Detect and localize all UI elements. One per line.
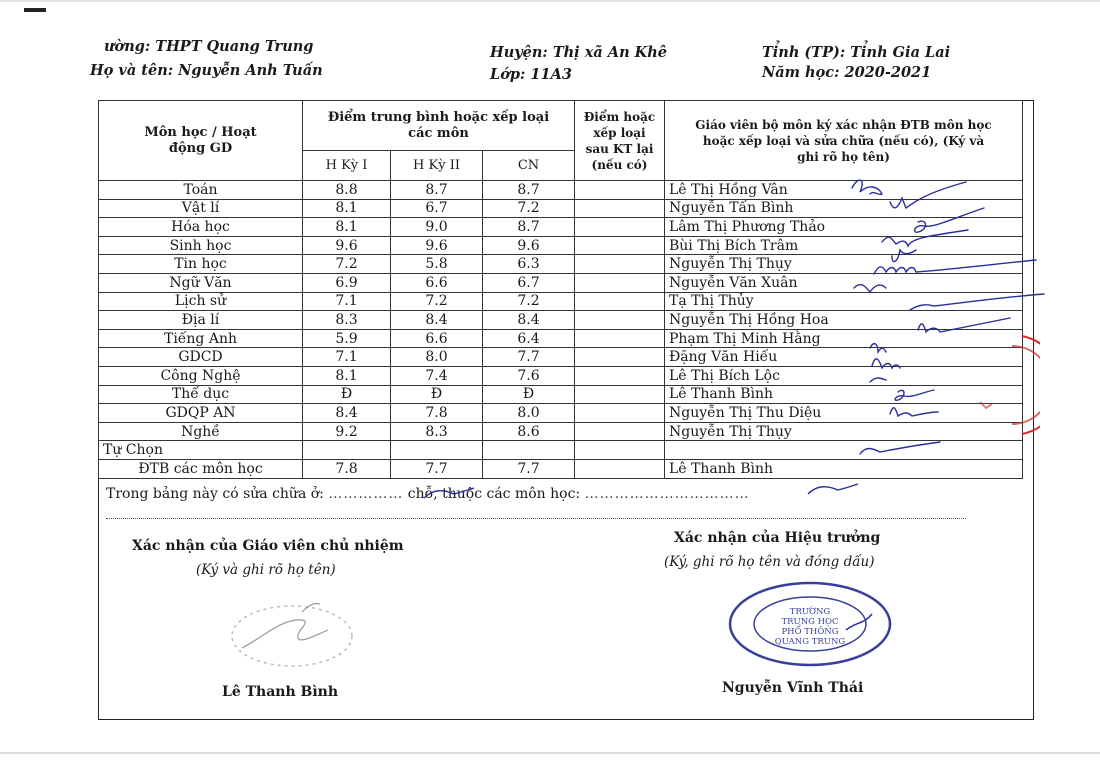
teacher-cell: Nguyễn Thị Thụy [665,255,1023,274]
subject-cell: GDCD [99,348,303,367]
hk1-cell: 5.9 [303,329,391,348]
hk2-cell: 7.8 [391,404,483,423]
gpa-cn: 7.7 [483,459,575,478]
retest-cell [575,255,665,274]
signature-8 [910,294,1044,310]
cn-cell: 7.6 [483,366,575,385]
cn-cell: 8.7 [483,181,575,200]
signature-13 [895,390,934,400]
note-mid: chỗ, thuộc các môn học: [407,486,581,502]
hk1-cell: 7.1 [303,348,391,367]
stamp-line-1: TRƯỜNG [789,607,831,617]
teacher-cell: Lê Thị Hồng Vân [665,181,1023,200]
retest-cell [575,329,665,348]
teacher-cell: Đặng Văn Hiếu [665,348,1023,367]
cell [483,441,575,460]
cell [391,441,483,460]
header-hk1: H Kỳ I [303,151,391,181]
subject-cell: Vật lí [99,199,303,218]
hk2-cell: 7.4 [391,366,483,385]
teacher-cell: Lê Thanh Bình [665,385,1023,404]
signature-6 [874,260,1036,274]
cn-cell: 8.0 [483,404,575,423]
teacher-cell: Phạm Thị Minh Hằng [665,329,1023,348]
teacher-cell: Nguyễn Thị Hồng Hoa [665,311,1023,330]
retest-cell [575,385,665,404]
header-teacher: Giáo viên bộ môn ký xác nhận ĐTB môn học hoặc xếp loại và sửa chữa (nếu có), (Ký và ghi rõ họ tên) [665,101,1023,181]
hk2-cell: 8.4 [391,311,483,330]
homeroom-signature [222,596,392,676]
header-cn: CN [483,151,575,181]
hk2-cell: 8.7 [391,181,483,200]
hk1-cell: 9.2 [303,422,391,441]
retest-cell [575,422,665,441]
teacher-cell: Nguyễn Thị Thu Diệu [665,404,1023,423]
school-stamp-icon [726,580,896,670]
teacher-cell: Nguyễn Tấn Bình [665,199,1023,218]
retest-cell [575,273,665,292]
cn-cell: 6.7 [483,273,575,292]
cn-cell: Đ [483,385,575,404]
gpa-label: ĐTB các môn học [99,459,303,478]
teacher-cell: Nguyễn Thị Thụy [665,422,1023,441]
gpa-teacher: Lê Thanh Bình [665,459,1023,478]
signature-10 [870,344,886,352]
subject-cell: Công Nghệ [99,366,303,385]
header-hk2: H Kỳ II [391,151,483,181]
hk1-cell: 7.2 [303,255,391,274]
subject-cell: Tiếng Anh [99,329,303,348]
hk1-cell: 8.1 [303,366,391,385]
cn-cell: 8.6 [483,422,575,441]
note-scribble-1 [420,484,480,504]
gpa-hk2: 7.7 [391,459,483,478]
signature-14 [890,408,938,416]
class-name: Lớp: 11A3 [490,66,572,83]
teacher-cell: Lâm Thị Phương Thảo [665,218,1023,237]
signature-2 [890,182,966,208]
cn-cell: 6.3 [483,255,575,274]
hk1-cell: 9.6 [303,236,391,255]
note-scribble-2 [804,480,864,500]
district: Huyện: Thị xã An Khê [490,44,668,61]
signature-5 [892,250,916,262]
cn-cell: 7.2 [483,199,575,218]
principal-confirm-sub: (Ký, ghi rõ họ tên và đóng dấu) [664,554,875,570]
hk2-cell: Đ [391,385,483,404]
hk2-cell: 7.2 [391,292,483,311]
header-retest: Điểm hoặc xếp loại sau KT lại (nếu có) [575,101,665,181]
signature-7 [854,285,886,292]
subject-cell: Tin học [99,255,303,274]
hk2-cell: 6.6 [391,273,483,292]
signature-12 [870,378,886,382]
stamp-line-4: QUANG TRUNG [774,637,846,647]
header-subject: Môn học / Hoạt động GD [99,101,303,181]
hk1-cell: 7.1 [303,292,391,311]
signature-11 [872,359,900,368]
retest-cell [575,311,665,330]
school-year: Năm học: 2020-2021 [762,64,932,81]
gpa-retest [575,459,665,478]
note-prefix: Trong bảng này có sửa chữa ở: [106,486,324,502]
red-seal-icon [960,330,1040,440]
homeroom-confirm-title: Xác nhận của Giáo viên chủ nhiệm [132,538,404,554]
retest-cell [575,181,665,200]
school-name: ường: THPT Quang Trung [104,38,314,55]
hk1-cell: Đ [303,385,391,404]
scan-mark [24,8,46,12]
subject-cell: Toán [99,181,303,200]
province: Tỉnh (TP): Tỉnh Gia Lai [762,44,951,61]
signature-gpa [860,442,940,454]
hk1-cell: 8.1 [303,218,391,237]
hk2-cell: 9.6 [391,236,483,255]
hk1-cell: 8.1 [303,199,391,218]
cn-cell: 7.2 [483,292,575,311]
hk2-cell: 9.0 [391,218,483,237]
cn-cell: 7.7 [483,348,575,367]
subject-cell: Nghề [99,422,303,441]
homeroom-teacher-name: Lê Thanh Bình [222,684,339,700]
principal-confirm-title: Xác nhận của Hiệu trưởng [674,530,881,546]
stamp-line-3: PHỔ THÔNG [781,627,839,637]
teacher-cell: Bùi Thị Bích Trâm [665,236,1023,255]
cell [303,441,391,460]
signature-1 [852,180,882,194]
retest-cell [575,366,665,385]
note-dots-2: …………………………… [584,486,750,502]
header-average: Điểm trung bình hoặc xếp loại các môn [303,101,575,151]
subject-cell: Hóa học [99,218,303,237]
student-name: Họ và tên: Nguyễn Anh Tuấn [90,62,323,79]
homeroom-confirm-sub: (Ký và ghi rõ họ tên) [196,562,336,578]
hk2-cell: 8.0 [391,348,483,367]
elective-label: Tự Chọn [99,441,303,460]
retest-cell [575,292,665,311]
hk2-cell: 5.8 [391,255,483,274]
principal-name: Nguyễn Vĩnh Thái [722,680,864,696]
subject-cell: Thể dục [99,385,303,404]
retest-cell [575,348,665,367]
hk2-cell: 6.6 [391,329,483,348]
cell [575,441,665,460]
subject-cell: Sinh học [99,236,303,255]
retest-cell [575,236,665,255]
signature-3 [915,208,984,232]
hk1-cell: 8.8 [303,181,391,200]
cn-cell: 9.6 [483,236,575,255]
hk2-cell: 6.7 [391,199,483,218]
hk2-cell: 8.3 [391,422,483,441]
signature-4 [882,230,968,246]
stamp-line-2: TRUNG HỌC [781,617,839,627]
scan-top-edge [0,0,1100,2]
subject-cell: GDQP AN [99,404,303,423]
scan-bottom-edge [0,752,1100,754]
cn-cell: 8.4 [483,311,575,330]
subject-cell: Lịch sử [99,292,303,311]
note-dots-1: …………… [328,486,404,502]
subject-cell: Địa lí [99,311,303,330]
retest-cell [575,199,665,218]
teacher-cell: Lê Thị Bích Lộc [665,366,1023,385]
dotted-line [106,518,966,519]
cn-cell: 8.7 [483,218,575,237]
teacher-cell: Tạ Thị Thủy [665,292,1023,311]
subject-cell: Ngữ Văn [99,273,303,292]
hk1-cell: 8.3 [303,311,391,330]
gpa-hk1: 7.8 [303,459,391,478]
retest-cell [575,218,665,237]
cn-cell: 6.4 [483,329,575,348]
hk1-cell: 8.4 [303,404,391,423]
teacher-cell: Nguyễn Văn Xuân [665,273,1023,292]
hk1-cell: 6.9 [303,273,391,292]
retest-cell [575,404,665,423]
